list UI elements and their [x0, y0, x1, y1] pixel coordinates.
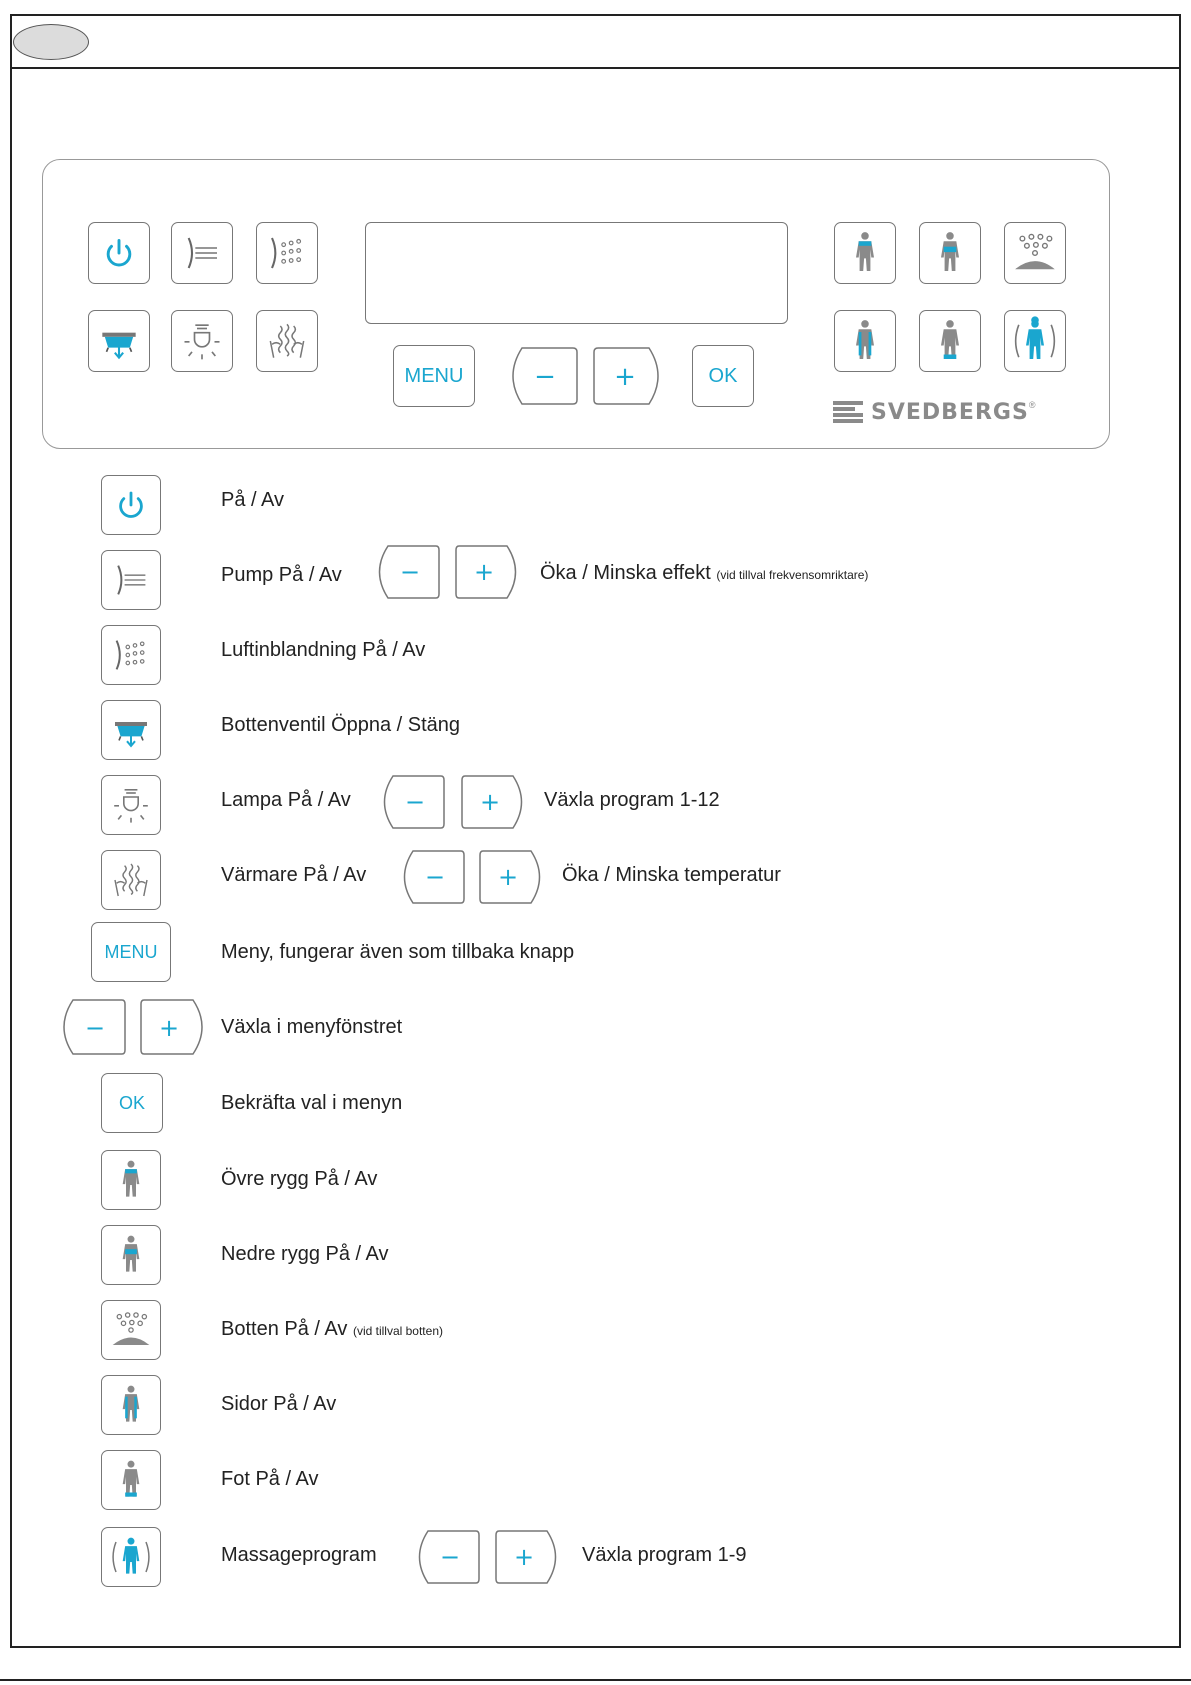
header-divider: [10, 67, 1181, 69]
legend-massage: Massageprogram: [221, 1544, 377, 1566]
foot-button[interactable]: [919, 310, 981, 372]
sides-button[interactable]: [834, 310, 896, 372]
legend-upper-back: Övre rygg På / Av: [221, 1168, 378, 1190]
lamp-button[interactable]: [171, 310, 233, 372]
air-bubbles-icon: [262, 228, 312, 278]
pump-button[interactable]: [171, 222, 233, 284]
legend-ok-btn-label: OK: [118, 1092, 145, 1113]
legend-pump-after: [540, 562, 868, 585]
air-bubbles-icon: [107, 631, 155, 679]
air-button[interactable]: [256, 222, 318, 284]
legend-ok: Bekräfta val i menyn: [221, 1092, 403, 1114]
legend-heater-minus: [391, 848, 465, 906]
menu-button[interactable]: [393, 345, 475, 407]
heater-icon: [262, 316, 312, 366]
pump-icon: [107, 556, 155, 604]
heater-button[interactable]: [256, 310, 318, 372]
ok-button[interactable]: [692, 345, 754, 407]
power-button[interactable]: [88, 222, 150, 284]
legend-menu-btn-label: MENU: [104, 941, 158, 962]
legend-heater-plus: [479, 848, 553, 906]
display-screen: [365, 222, 788, 324]
lower-back-icon: [923, 226, 977, 280]
legend-valve: Bottenventil Öppna / Stäng: [221, 714, 461, 736]
legend-massage-plus: [495, 1528, 569, 1586]
massage-icon: [106, 1532, 156, 1582]
legend-lamp-icon-box: [101, 775, 161, 835]
bathtub-drain-icon: [107, 706, 155, 754]
legend-pump-note: (vid tillval frekvensomriktare): [716, 568, 869, 582]
power-icon: [107, 481, 155, 529]
sides-icon: [106, 1380, 156, 1430]
legend-sides-icon-box: [101, 1375, 161, 1435]
legend-nav: Växla i menyfönstret: [221, 1016, 403, 1038]
legend-air-icon-box: [101, 625, 161, 685]
massage-icon: [1008, 314, 1062, 368]
legend-pump-minus: [366, 543, 440, 601]
legend-bottom: [221, 1318, 443, 1341]
bottom-jets-icon: [106, 1305, 156, 1355]
page-bottom-rule: [0, 1679, 1191, 1681]
minus-label: −: [404, 788, 426, 816]
legend-menu: Meny, fungerar även som tillbaka knapp: [221, 941, 575, 963]
legend-heater-after: Öka / Minska temperatur: [562, 864, 781, 886]
legend-nav-plus: [140, 997, 216, 1057]
legend-lamp-plus: [461, 773, 535, 831]
legend-power: På / Av: [221, 489, 285, 511]
sides-icon: [838, 314, 892, 368]
lamp-icon: [177, 316, 227, 366]
legend-foot-icon-box: [101, 1450, 161, 1510]
minus-label: −: [534, 362, 556, 392]
heater-icon: [107, 856, 155, 904]
upper-back-button[interactable]: [834, 222, 896, 284]
legend-lamp-after: Växla program 1-12: [544, 789, 720, 811]
brand-mark-icon: [833, 401, 865, 423]
foot-icon: [923, 314, 977, 368]
legend-pump-plus: [455, 543, 529, 601]
minus-label: −: [84, 1014, 106, 1042]
legend-lower-back-icon-box: [101, 1225, 161, 1285]
legend-massage-icon-box: [101, 1527, 161, 1587]
foot-icon: [106, 1455, 156, 1505]
legend-pump-icon-box: [101, 550, 161, 610]
bottom-jets-button[interactable]: [1004, 222, 1066, 284]
legend-lamp: Lampa På / Av: [221, 789, 351, 811]
legend-pump-after-text: Öka / Minska effekt: [540, 562, 711, 584]
pump-icon: [177, 228, 227, 278]
legend-bottom-text: Botten På / Av: [221, 1318, 348, 1340]
plus-label: +: [513, 1543, 535, 1571]
legend-menu-icon-box: [91, 922, 171, 982]
lower-back-icon: [106, 1230, 156, 1280]
plus-label: +: [614, 362, 636, 392]
minus-button[interactable]: [498, 345, 578, 407]
bathtub-drain-icon: [94, 316, 144, 366]
minus-label: −: [439, 1543, 461, 1571]
plus-label: +: [158, 1014, 180, 1042]
legend-massage-minus: [406, 1528, 480, 1586]
legend-heater-icon-box: [101, 850, 161, 910]
bottom-jets-icon: [1008, 226, 1062, 280]
legend-massage-after: Växla program 1-9: [582, 1544, 747, 1566]
legend-heater: Värmare På / Av: [221, 864, 367, 886]
legend-pump: Pump På / Av: [221, 564, 342, 586]
upper-back-icon: [838, 226, 892, 280]
legend-ok-icon-box: [101, 1073, 163, 1133]
drain-valve-button[interactable]: [88, 310, 150, 372]
minus-label: −: [399, 558, 421, 586]
lower-back-button[interactable]: [919, 222, 981, 284]
plus-label: +: [497, 863, 519, 891]
legend-bottom-note: (vid tillval botten): [352, 1324, 443, 1338]
massage-button[interactable]: [1004, 310, 1066, 372]
plus-label: +: [479, 788, 501, 816]
legend-foot: Fot På / Av: [221, 1468, 319, 1490]
legend-lower-back: Nedre rygg På / Av: [221, 1243, 389, 1265]
minus-label: −: [424, 863, 446, 891]
legend-valve-icon-box: [101, 700, 161, 760]
brand-logo: [833, 400, 1035, 424]
legend-power-icon-box: [101, 475, 161, 535]
ok-button-label: OK: [708, 364, 738, 387]
plus-label: +: [473, 558, 495, 586]
brand-name: SVEDBERGS: [871, 399, 1029, 425]
power-icon: [94, 228, 144, 278]
lamp-icon: [107, 781, 155, 829]
menu-button-label: MENU: [404, 364, 464, 387]
brand-registered: ®: [1028, 400, 1036, 410]
legend-bottom-icon-box: [101, 1300, 161, 1360]
legend-lamp-minus: [371, 773, 445, 831]
legend-sides: Sidor På / Av: [221, 1393, 337, 1415]
plus-button[interactable]: [593, 345, 673, 407]
legend-nav-minus: [50, 997, 126, 1057]
legend-upper-back-icon-box: [101, 1150, 161, 1210]
legend-air: Luftinblandning På / Av: [221, 639, 426, 661]
upper-back-icon: [106, 1155, 156, 1205]
header-pill: [13, 24, 89, 60]
